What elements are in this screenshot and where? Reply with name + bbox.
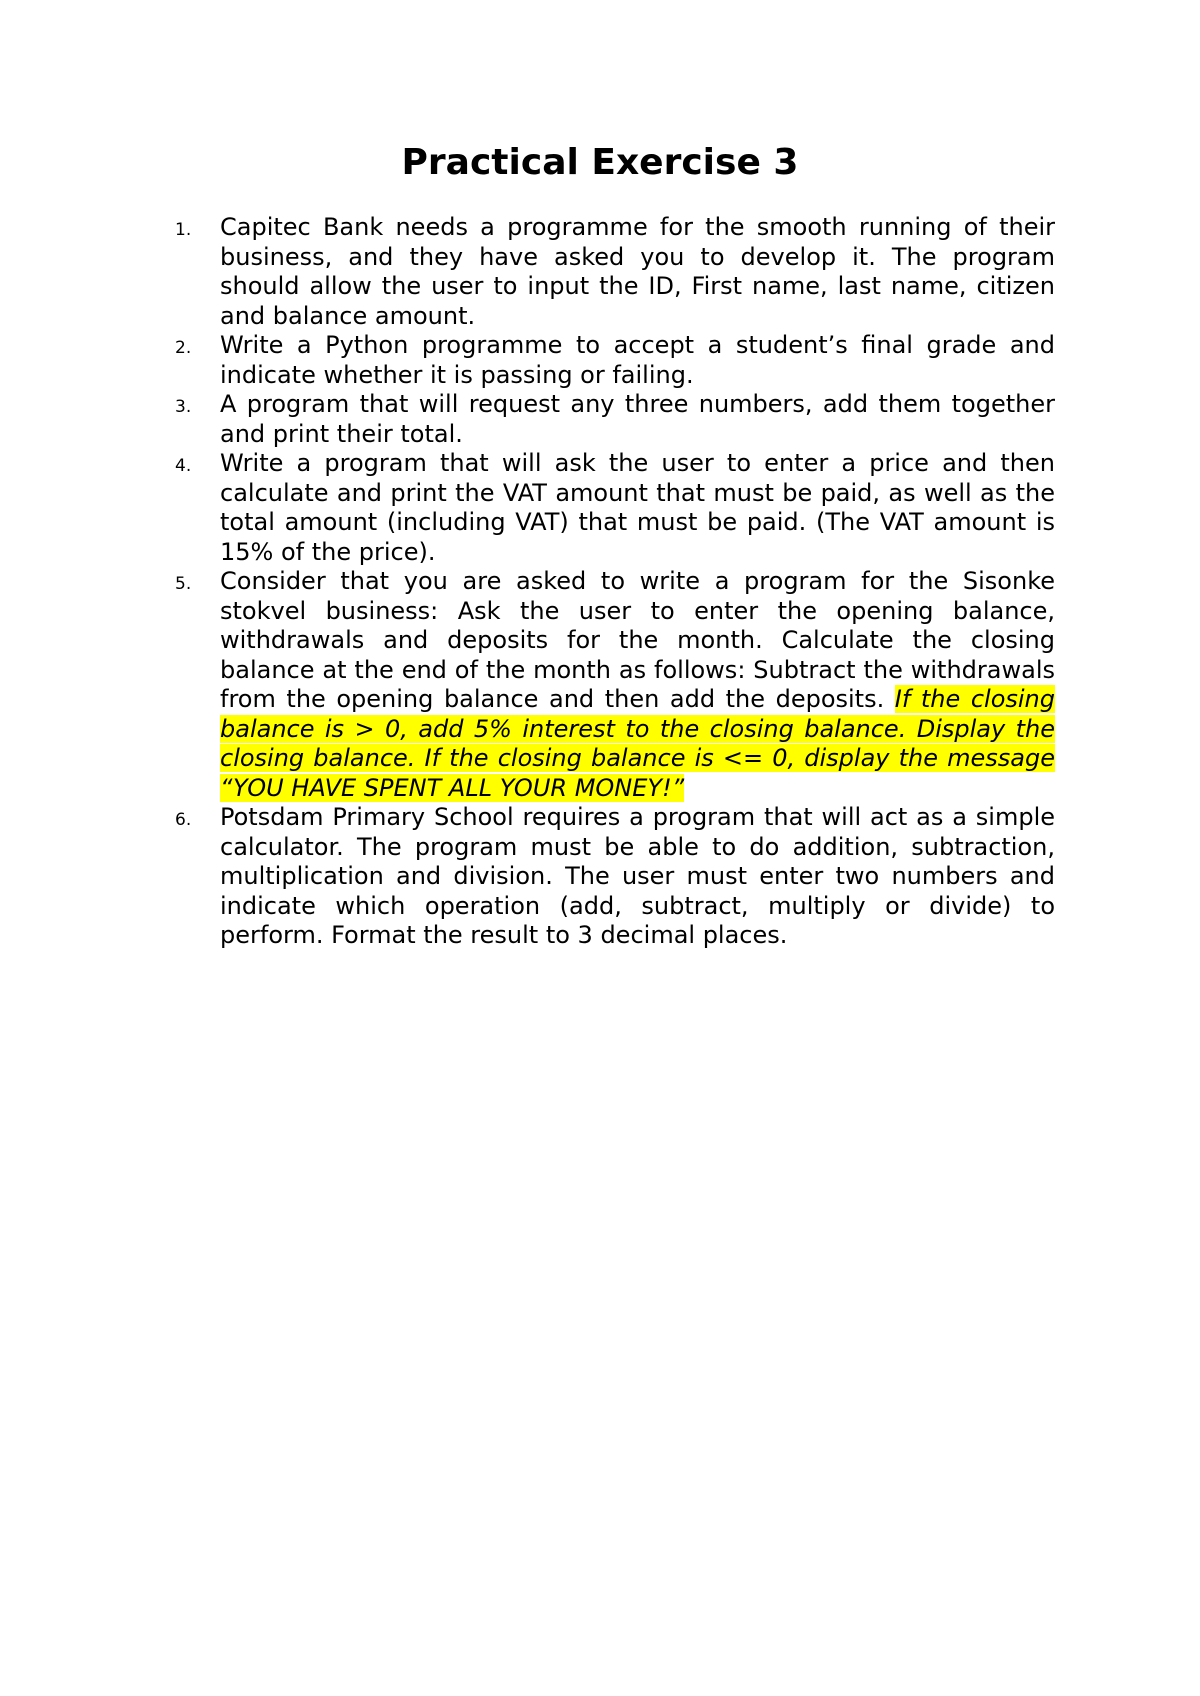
item-text: Write a program that will ask the user to enter a price and then calculate and print the VAT amount that must be paid, as well as the total amount (including VAT) that must be paid. (The VAT amount is 15% of the price). [220, 449, 1055, 566]
highlighted-text: If the closing balance is > 0, add 5% interest to the closing balance. Display the closing balance. If the closing balance is <= 0, display the message “YOU HAVE SPENT ALL YOUR MONEY!” [220, 685, 1055, 802]
exercise-item-1 [175, 213, 1055, 331]
item-text-block [220, 567, 1055, 803]
item-text: Write a Python programme to accept a student’s final grade and indicate whether it is passing or failing. [220, 331, 1055, 389]
exercise-item-4 [175, 449, 1055, 567]
item-number: 3. [175, 397, 192, 417]
item-text: Consider that you are asked to write a program for the Sisonke stokvel business: Ask the user to enter the opening balance, withdrawals and deposits for the month. Calculate the closing balance at the end of the month as follows: Subtract the withdrawals from the opening balance and then add the deposits. [220, 567, 1055, 713]
page-title: Practical Exercise 3 [401, 142, 799, 183]
item-number: 5. [175, 574, 192, 594]
item-number: 1. [175, 220, 192, 240]
exercise-item-2 [175, 331, 1055, 390]
item-text: Capitec Bank needs a programme for the smooth running of their business, and they have asked you to develop it. The program should allow the user to input the ID, First name, last name, citizen and balance amount. [220, 213, 1055, 330]
exercise-item-3 [175, 390, 1055, 449]
item-text: A program that will request any three numbers, add them together and print their total. [220, 390, 1055, 448]
exercise-list [175, 213, 1055, 951]
item-number: 2. [175, 338, 192, 358]
item-text: Potsdam Primary School requires a program that will act as a simple calculator. The program must be able to do addition, subtraction, multiplication and division. The user must enter two numbers and indicate which operation (add, subtract, multiply or divide) to perform. Format the result to 3 decimal places. [220, 803, 1055, 949]
item-number: 6. [175, 810, 192, 830]
exercise-item-6 [175, 803, 1055, 951]
exercise-item-5 [175, 567, 1055, 803]
item-number: 4. [175, 456, 192, 476]
